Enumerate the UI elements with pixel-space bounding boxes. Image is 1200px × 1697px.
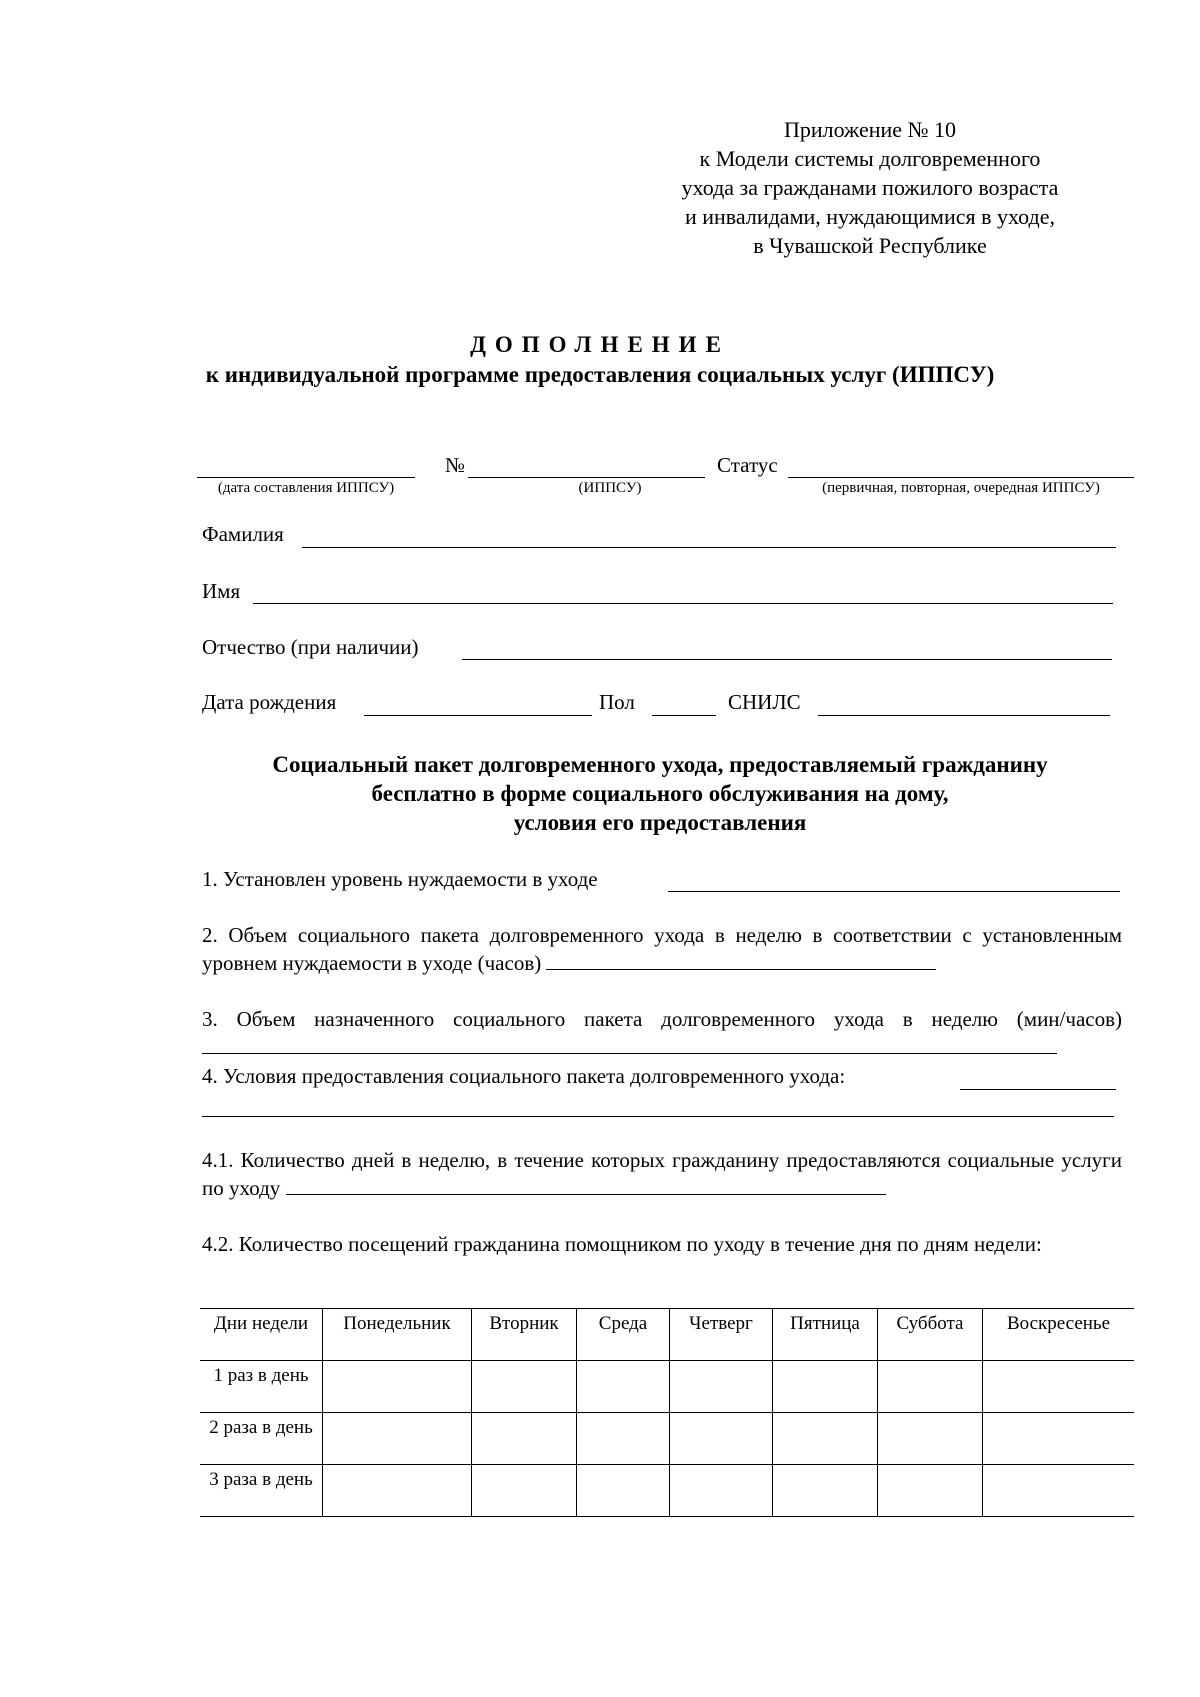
table-cell[interactable] — [472, 1465, 577, 1517]
appendix-line: ухода за гражданами пожилого возраста — [681, 175, 1059, 200]
table-row — [200, 1413, 1134, 1465]
table-cell[interactable] — [670, 1465, 773, 1517]
table-header: Пятница — [773, 1309, 878, 1361]
table-cell[interactable] — [472, 1413, 577, 1465]
status-caption: (первичная, повторная, очередная ИППСУ) — [822, 480, 1100, 496]
item-4-1-field[interactable] — [286, 1174, 886, 1195]
date-field[interactable] — [197, 477, 415, 478]
table-cell[interactable] — [983, 1465, 1135, 1517]
appendix-line: и инвалидами, нуждающимися в уходе, — [684, 204, 1056, 229]
appendix-line: в Чувашской Республике — [753, 233, 987, 258]
item-3 — [202, 1005, 1122, 1061]
table-row — [200, 1361, 1134, 1413]
table-cell[interactable] — [577, 1361, 670, 1413]
table-cell[interactable] — [577, 1413, 670, 1465]
surname-label: Фамилия — [202, 522, 284, 546]
item-3-field[interactable] — [202, 1033, 1057, 1054]
table-header: Суббота — [878, 1309, 983, 1361]
document-title: ДОПОЛНЕНИЕ — [470, 332, 730, 357]
item-3-label: 3. Объем назначенного социального пакета долговременного ухода в неделю (мин/часов) — [202, 1007, 1122, 1031]
item-2-field[interactable] — [546, 949, 936, 970]
birth-date-field[interactable] — [364, 715, 592, 716]
sex-label: Пол — [599, 690, 635, 714]
name-field[interactable] — [253, 603, 1113, 604]
section-title — [0, 750, 1200, 837]
table-cell[interactable] — [983, 1361, 1135, 1413]
appendix-line: Приложение № 10 — [783, 117, 957, 142]
table-header: Понедельник — [323, 1309, 472, 1361]
number-caption: (ИППСУ) — [578, 480, 642, 496]
number-field[interactable] — [468, 477, 705, 478]
item-4-field-continued[interactable] — [202, 1116, 1114, 1117]
item-4-label: 4. Условия предоставления социального пакета долговременного ухода: — [202, 1064, 846, 1088]
table-cell[interactable] — [983, 1413, 1135, 1465]
section-title-line: бесплатно в форме социального обслуживания на дому, — [371, 781, 949, 806]
table-cell[interactable] — [670, 1413, 773, 1465]
name-label: Имя — [202, 579, 241, 603]
table-cell[interactable] — [323, 1413, 472, 1465]
snils-label: СНИЛС — [728, 690, 801, 714]
number-label: № — [445, 453, 466, 477]
table-cell[interactable] — [472, 1361, 577, 1413]
item-2 — [202, 921, 1122, 977]
visits-table — [200, 1308, 1134, 1517]
patronymic-label: Отчество (при наличии) — [202, 635, 419, 659]
birth-date-label: Дата рождения — [202, 690, 337, 714]
table-cell[interactable] — [878, 1465, 983, 1517]
table-header: Вторник — [472, 1309, 577, 1361]
table-header-row — [200, 1309, 1134, 1361]
table-header: Среда — [577, 1309, 670, 1361]
date-caption: (дата составления ИППСУ) — [217, 480, 395, 496]
table-row — [200, 1465, 1134, 1517]
section-title-line: условия его предоставления — [513, 810, 807, 835]
item-1-field[interactable] — [668, 891, 1120, 892]
patronymic-field[interactable] — [462, 659, 1112, 660]
appendix-block — [620, 115, 1120, 260]
table-cell[interactable] — [670, 1361, 773, 1413]
snils-field[interactable] — [818, 715, 1110, 716]
item-4-field[interactable] — [960, 1089, 1116, 1090]
item-2-label: 2. Объем социального пакета долговременного ухода в неделю в соответствии с установленным уровнем нуждаемости в уходе (часов) — [202, 923, 1122, 975]
section-title-line: Социальный пакет долговременного ухода, предоставляемый гражданину — [272, 752, 1048, 777]
sex-field[interactable] — [652, 715, 716, 716]
surname-field[interactable] — [302, 547, 1116, 548]
table-cell[interactable] — [323, 1465, 472, 1517]
appendix-line: к Модели системы долговременного — [699, 146, 1041, 171]
status-label: Статус — [717, 453, 778, 477]
item-1-label: 1. Установлен уровень нуждаемости в уходе — [202, 867, 598, 891]
status-field[interactable] — [788, 477, 1134, 478]
document-subtitle: к индивидуальной программе предоставления социальных услуг (ИППСУ) — [205, 362, 995, 387]
row-label: 2 раза в день — [209, 1417, 313, 1438]
table-cell[interactable] — [323, 1361, 472, 1413]
table-header: Дни недели — [213, 1313, 309, 1334]
table-cell[interactable] — [577, 1465, 670, 1517]
table-header: Четверг — [670, 1309, 773, 1361]
table-cell[interactable] — [773, 1413, 878, 1465]
item-4-1-label: 4.1. Количество дней в неделю, в течение которых гражданину предоставляются социальные услуги по уходу — [202, 1148, 1122, 1200]
table-cell[interactable] — [773, 1465, 878, 1517]
row-label: 3 раза в день — [209, 1469, 313, 1490]
table-cell[interactable] — [878, 1413, 983, 1465]
row-label: 1 раз в день — [213, 1365, 309, 1386]
table-cell[interactable] — [773, 1361, 878, 1413]
item-4-2-label: 4.2. Количество посещений гражданина помощником по уходу в течение дня по дням недели: — [202, 1232, 1042, 1256]
item-4-1 — [202, 1146, 1122, 1202]
table-header: Воскресенье — [983, 1309, 1135, 1361]
table-cell[interactable] — [878, 1361, 983, 1413]
